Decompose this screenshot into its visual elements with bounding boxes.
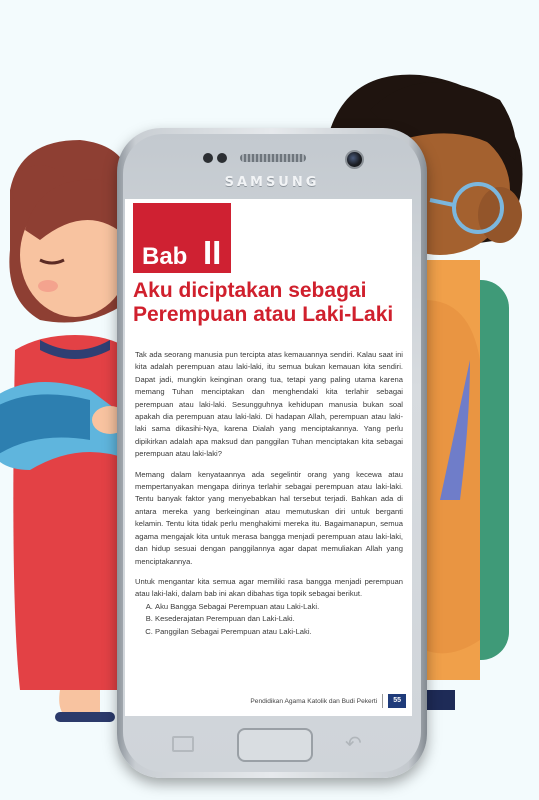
smartphone	[117, 128, 427, 778]
topic-item: B. Kesederajatan Perempuan dan Laki-Laki.	[155, 613, 403, 625]
recent-apps-icon[interactable]	[172, 736, 194, 752]
topic-item: A. Aku Bangga Sebagai Perempuan atau Laki-Laki.	[155, 601, 403, 613]
paragraph: Memang dalam kenyataannya ada segelintir orang yang kecewa atau mempertanyakan mengapa dirinya terlahir sebagai perempuan atau laki-laki. Tentu banyak faktor yang menyebabkan hal tersebut terjadi. Bahkan ada di antara mereka yang berkeinginan atau memutuskan diri untuk berganti kelamin. Tentu kita tidak perlu menghakimi mereka itu. Bagaimanapun, semua agama mengajak kita untuk merasa bangga menjadi perempuan atau laki-laki, dan hidup sesuai dengan panggilannya agar dapat memuliakan Allah yang menciptakannya.	[135, 469, 403, 566]
light-sensor	[217, 153, 227, 163]
footer-book-title: Pendidikan Agama Katolik dan Budi Pekerti	[250, 697, 378, 705]
paragraph: Untuk mengantar kita semua agar memiliki rasa bangga menjadi perempuan atau laki-laki, dalam bab ini akan dibahas tiga topik sebagai berikut.	[135, 576, 403, 599]
girl-illustration	[0, 140, 130, 722]
chapter-number: II	[203, 234, 222, 271]
front-camera	[345, 150, 364, 169]
topic-item: C. Panggilan Sebagai Perempuan atau Laki-Laki.	[155, 626, 403, 638]
back-icon[interactable]: ↶	[345, 731, 362, 755]
page-number: 55	[388, 694, 406, 708]
chapter-label: Bab	[142, 243, 188, 270]
page-footer	[250, 694, 406, 708]
home-button[interactable]	[237, 728, 313, 762]
paragraph: Tak ada seorang manusia pun tercipta atas kemauannya sendiri. Kalau saat ini kita adalah perempuan atau laki-laki, itu semua bukan kemauan kita sendiri. Dapat jadi, mungkin keinginan orang tua, tetapi yang paling utama karena memang Tuhan menciptakan dan menghendaki kita terlahir sebagai perempuan atau laki-laki. Sesungguhnya kehidupan manusia bukan soal apakah dia perempuan atau laki-laki. Di hadapan Allah, perempuan atau laki-laki sama dikasihi-Nya, karena Dialah yang menciptakannya. Yang perlu dipikirkan adalah apa maksud dan panggilan Tuhan menciptakan kita sebagai perempuan atau laki-laki?	[135, 350, 403, 459]
chapter-badge	[133, 203, 231, 273]
topic-list	[135, 601, 403, 638]
phone-brand-logo: SAMSUNG	[224, 175, 320, 190]
proximity-sensor	[203, 153, 213, 163]
earpiece-speaker	[240, 154, 306, 162]
chapter-title: Aku diciptakan sebagai Perempuan atau Laki-Laki	[133, 279, 394, 326]
footer-divider	[382, 694, 383, 708]
chapter-body	[135, 349, 403, 638]
phone-screen[interactable]	[125, 199, 412, 716]
